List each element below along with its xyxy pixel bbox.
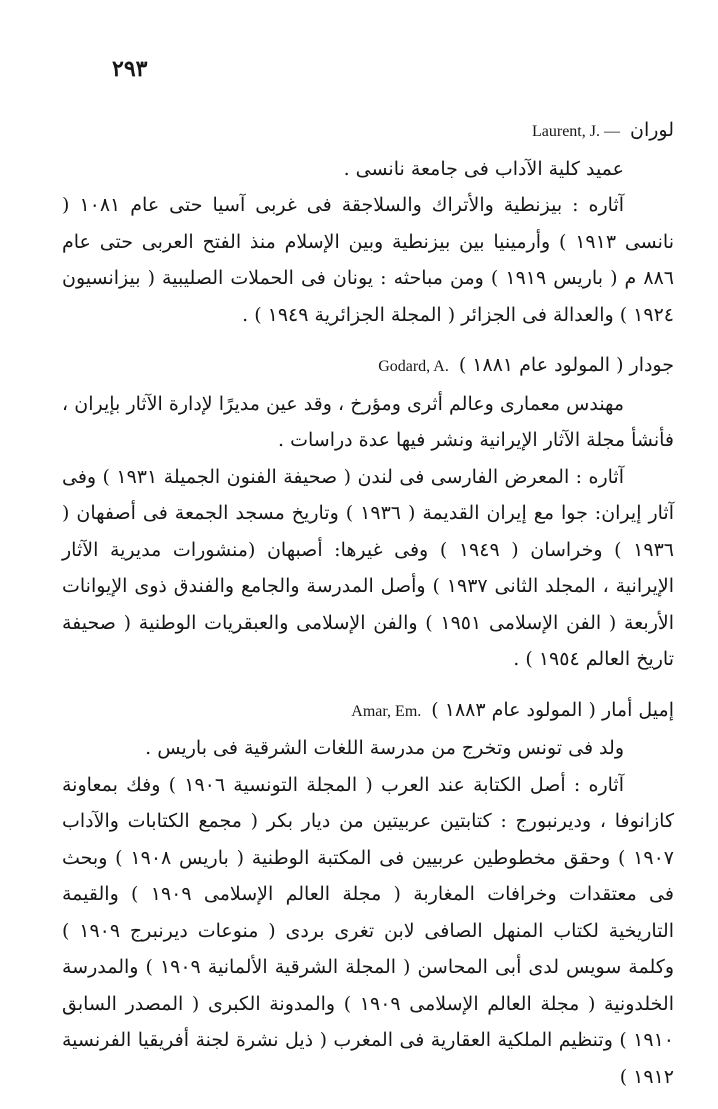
page-number: ٢٩٣ (112, 56, 148, 82)
entry-latin-name: Amar, Em. (351, 702, 422, 720)
entry-latin-name: Godard, A. (378, 358, 449, 375)
entry-arabic-name: جودار ( المولود عام ١٨٨١ ) (458, 354, 674, 376)
entry-paragraph: مهندس معمارى وعالم أثرى ومؤرخ ، وقد عين مديرًا لإدارة الآثار بإيران ، فأنشأ مجلة الآثار الإيرانية ونشر فيها عدة دراسات . (62, 392, 674, 451)
page-body (62, 112, 674, 1109)
entry-arabic-name: إميل أمار ( المولود عام ١٨٨٣ ) (431, 698, 674, 721)
entry-amar (62, 692, 674, 1096)
entry-godard (62, 347, 674, 678)
entry-heading (62, 112, 674, 151)
entry-latin-name: Laurent, J. — (532, 123, 620, 140)
entry-laurent (62, 112, 674, 333)
entry-paragraph: آثاره : المعرض الفارسى فى لندن ( صحيفة الفنون الجميلة ١٩٣١ ) وفى آثار إيران: جوا مع إيران القديمة ( ١٩٣٦ ) وتاريخ مسجد الجمعة فى أصفهان ( ١٩٣٦ ) وخراسان ( ١٩٤٩ ) وفى غيرها: أصبهان (منشورات مديرية الآثار الإيرانية ، المجلد الثانى ١٩٣٧ ) وأصل المدرسة والجامع والفندق ذوى الإيوانات الأربعة ( الفن الإسلامى ١٩٥١ ) والفن الإسلامى والعبقريات الوطنية ( صحيفة تاريخ العالم ١٩٥٤ ) . (62, 465, 674, 670)
entry-paragraph: ولد فى تونس وتخرج من مدرسة اللغات الشرقية فى باريس . (145, 737, 624, 759)
entry-heading (62, 347, 674, 386)
entry-arabic-name: لوران (629, 119, 674, 141)
entry-paragraph: آثاره : أصل الكتابة عند العرب ( المجلة التونسية ١٩٠٦ ) وفك بمعاونة كازانوفا ، وديرنبورج : كتابتين عربيتين من ديار بكر ( مجمع الكتابات والآداب ١٩٠٧ ) وحقق مخطوطين عربيين فى المكتبة الوطنية ( باريس ١٩٠٨ ) وبحث فى معتقدات وخرافات المغاربة ( مجلة العالم الإسلامى ١٩٠٩ ) والقيمة التاريخية لكتاب المنهل الصافى لابن تغرى بردى ( منوعات ديرنبرج ١٩٠٩ ) وكلمة سويس لدى أبى المحاسن ( المجلة الشرقية الألمانية ١٩٠٩ ) والمدرسة الخلدونية ( مجلة العالم الإسلامى ١٩٠٩ ) والمدونة الكبرى ( المصدر السابق ١٩١٠ ) وتنظيم الملكية العقارية فى المغرب ( ذيل نشرة لجنة أفريقيا الفرنسية ١٩١٢ ) (62, 773, 674, 1088)
entry-paragraph: عميد كلية الآداب فى جامعة نانسى . (343, 157, 624, 180)
entry-heading (62, 692, 674, 731)
entry-paragraph: آثاره : بيزنطية والأتراك والسلاجقة فى غربى آسيا حتى عام ١٠٨١ ( نانسى ١٩١٣ ) وأرمينيا بين بيزنطية وبين الإسلام منذ الفتح العربى حتى عام ٨٨٦ م ( باريس ١٩١٩ ) ومن مباحثه : يونان فى الحملات الصليبية ( بيزانسيون ١٩٢٤ ) والعدالة فى الجزائر ( المجلة الجزائرية ١٩٤٩ ) . (62, 194, 674, 326)
